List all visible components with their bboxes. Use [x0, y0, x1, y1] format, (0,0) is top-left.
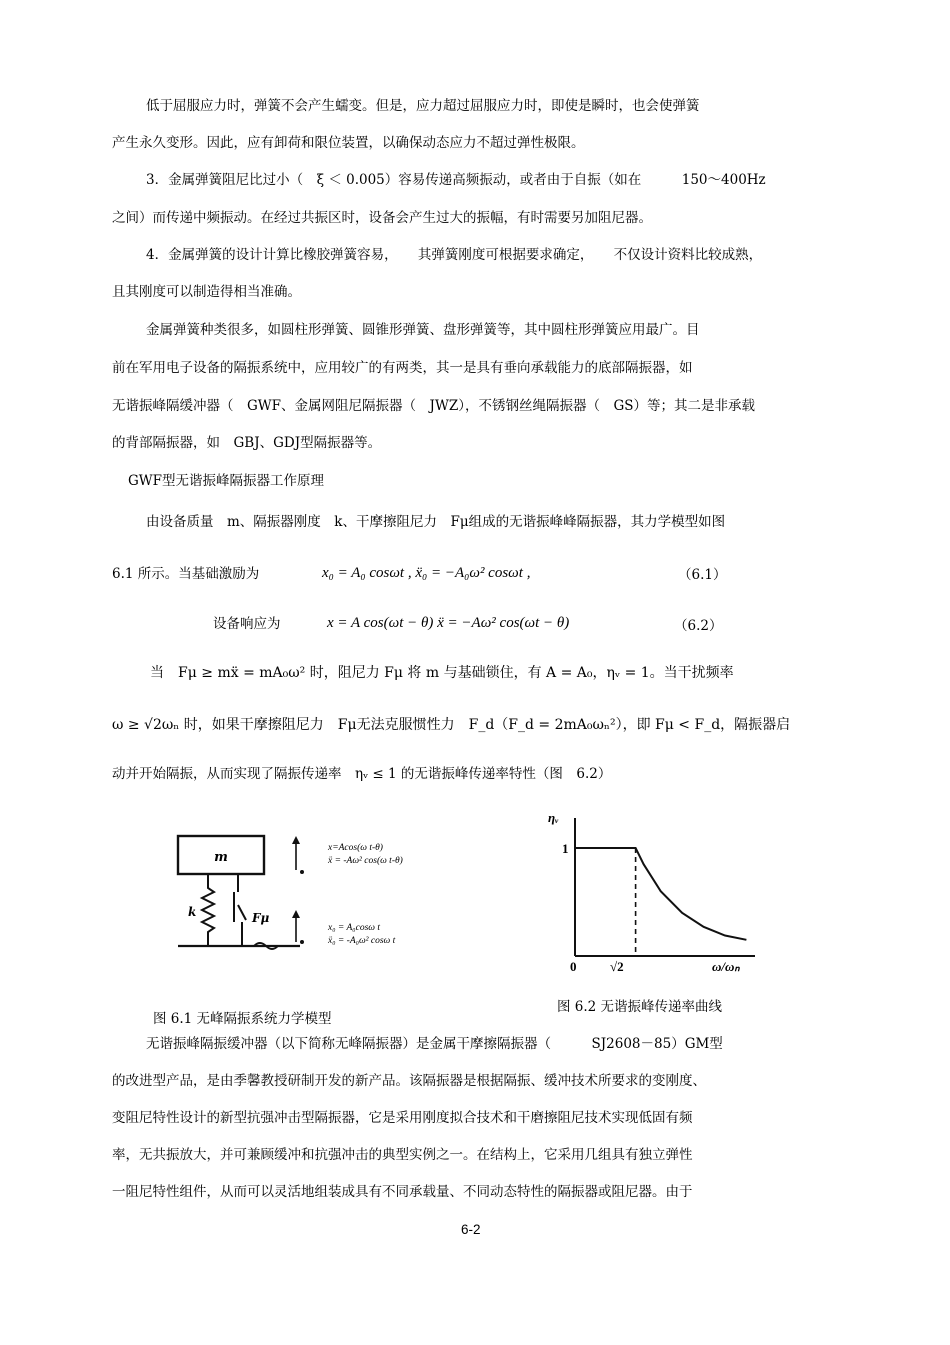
- mass-label: m: [214, 850, 228, 865]
- section-heading: GWF型无谐振峰隔振器工作原理: [128, 473, 325, 489]
- para-line-12: 由设备质量 m、隔振器刚度 k、干摩擦阻尼力 Fμ组成的无谐振峰峰隔振器，其力学模型如图: [146, 514, 726, 530]
- tail-line-2: 的改进型产品，是由季馨教授研制开发的新产品。该隔振器是根据隔振、缓冲技术所要求的变刚度、: [112, 1073, 706, 1089]
- response-formula-2: ẍ = -Aω² cos(ω t-θ): [328, 856, 403, 866]
- equation-6-1-number: （6.1）: [678, 567, 727, 583]
- figure-6-1-drawing: [170, 830, 470, 970]
- transmissibility-curve: [575, 848, 746, 940]
- para-line-17: ω ≥ √2ωₙ 时，如果干摩擦阻尼力 Fμ无法克服惯性力 F_d（F_d = 2mA₀ωₙ²），即 Fμ < F_d，隔振器启: [112, 717, 791, 733]
- para-line-10: 的背部隔振器，如 GBJ、GDJ型隔振器等。: [112, 435, 382, 451]
- page-number: 6-2: [461, 1222, 481, 1237]
- para-line-5: 4．金属弹簧的设计计算比橡胶弹簧容易， 其弹簧刚度可根据要求确定， 不仅设计资料比较成熟，: [146, 247, 763, 263]
- tail-line-5: 一阻尼特性组件，从而可以灵活地组装成具有不同承载量、不同动态特性的隔振器或阻尼器。由于: [112, 1184, 693, 1200]
- para-line-13: 6.1 所示。当基础激励为: [112, 566, 260, 582]
- para-line-18: 动并开始隔振，从而实现了隔振传递率 ηᵥ ≤ 1 的无谐振峰传递率特性（图 6.2）: [112, 766, 612, 782]
- base-formula-2: ẍ₀ = -A₀ω² cosω t: [328, 936, 396, 946]
- equation-6-2: x = A cos(ωt − θ) ẍ = −Aω² cos(ωt − θ): [327, 615, 570, 631]
- para-line-2: 产生永久变形。因此，应有卸荷和限位装置，以确保动态应力不超过弹性极限。: [112, 135, 585, 151]
- para-line-3: 3．金属弹簧阻尼比过小（ ξ ＜ 0.005）容易传递高频振动，或者由于自振（如在 150～400Hz: [146, 172, 766, 188]
- spring-label: k: [188, 905, 197, 919]
- x-axis-label: ω/ωₙ: [712, 959, 740, 974]
- response-formula-1: x=Acos(ω t-θ): [328, 843, 383, 853]
- equation-6-2-number: （6.2）: [674, 618, 723, 634]
- origin-label: 0: [570, 959, 577, 974]
- y-axis-label: ηᵥ: [548, 810, 559, 825]
- para-line-4: 之间）而传递中频振动。在经过共振区时，设备会产生过大的振幅，有时需要另加阻尼器。: [112, 210, 652, 226]
- tail-line-4: 率，无共振放大，并可兼顾缓冲和抗强冲击的典型实例之一。在结构上，它采用几组具有独立弹性: [112, 1147, 693, 1163]
- figure-6-2-chart: [540, 808, 770, 983]
- figure-6-2-caption: 图 6.2 无谐振峰传递率曲线: [557, 999, 723, 1015]
- para-line-9: 无谐振峰隔缓冲器（ GWF、金属网阻尼隔振器（ JWZ），不锈钢丝绳隔振器（ GS）等；其二是非承载: [112, 398, 755, 414]
- y-tick-1: 1: [562, 841, 569, 856]
- damper-label: Fμ: [252, 911, 270, 925]
- figure-6-1-caption: 图 6.1 无峰隔振系统力学模型: [153, 1011, 332, 1027]
- para-line-8: 前在军用电子设备的隔振系统中，应用较广的有两类，其一是具有垂向承载能力的底部隔振器，如: [112, 360, 693, 376]
- para-line-6: 且其刚度可以制造得相当准确。: [112, 284, 301, 300]
- x-tick-sqrt2: √2: [610, 959, 624, 974]
- para-line-7: 金属弹簧种类很多，如圆柱形弹簧、圆锥形弹簧、盘形弹簧等，其中圆柱形弹簧应用最广。目: [146, 322, 700, 338]
- equation-6-1: x₀ = A₀ cosωt , ẍ₀ = −A₀ω² cosωt ,: [322, 565, 531, 581]
- tail-line-3: 变阻尼特性设计的新型抗强冲击型隔振器，它是采用刚度拟合技术和干磨擦阻尼技术实现低固有频: [112, 1110, 693, 1126]
- response-label: 设备响应为: [213, 616, 281, 632]
- para-line-1: 低于屈服应力时，弹簧不会产生蠕变。但是，应力超过屈服应力时，即使是瞬时，也会使弹簧: [146, 98, 700, 114]
- tail-line-1: 无谐振峰隔振缓冲器（以下简称无峰隔振器）是金属干摩擦隔振器（ SJ2608－85）GM型: [146, 1036, 723, 1052]
- base-formula-1: x₀ = A₀cosω t: [328, 923, 380, 933]
- para-line-16: 当 Fμ ≥ mẍ = mA₀ω² 时，阻尼力 Fμ 将 m 与基础锁住，有 A = A₀，ηᵥ = 1。当干扰频率: [150, 665, 734, 681]
